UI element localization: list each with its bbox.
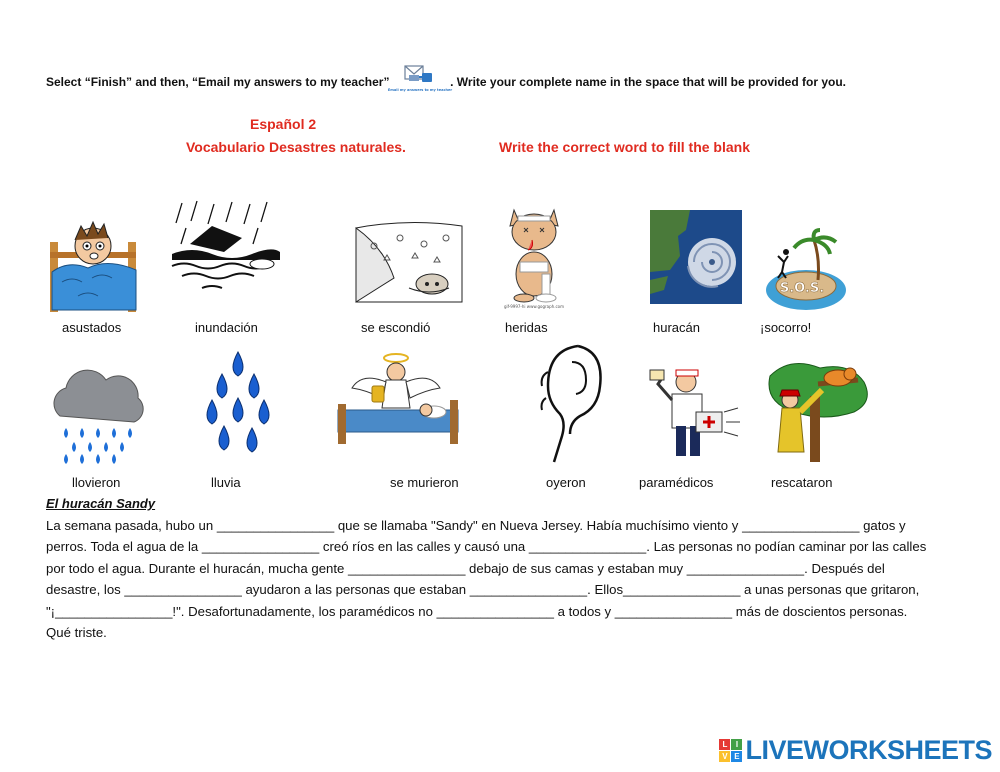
- course-title: Español 2: [250, 116, 317, 132]
- died-angel-image: [334, 350, 464, 454]
- story-line: perros. Toda el agua de la ________________ creó ríos en las calles y causó una ________________. Las personas no podían caminar por las calles: [46, 539, 927, 555]
- vocab-inundacion: inundación: [195, 320, 258, 335]
- sos-island-image: [760, 230, 846, 312]
- vocab-huracan: huracán: [653, 320, 700, 335]
- story-line: La semana pasada, hubo un ________________ que se llamaba "Sandy" en Nueva Jersey. Había muchísimo viento y ________________ gatos y: [46, 518, 906, 533]
- flood-image: [172, 198, 280, 296]
- live-letter: E: [731, 751, 742, 762]
- vocab-llovieron: llovieron: [72, 475, 121, 490]
- story-line: "¡________________!". Desafortunadamente, los paramédicos no ________________ a todos y ________________ más de doscientos personas.: [46, 603, 908, 619]
- vocab-rescataron: rescataron: [771, 475, 833, 490]
- vocab-paramedicos: paramédicos: [639, 475, 714, 490]
- email-answers-icon[interactable]: [387, 64, 452, 94]
- raindrops-image: [204, 350, 274, 462]
- image-credit-text: gif-9997-hi www.gograph.com: [503, 304, 565, 309]
- injured-cat-image: [490, 200, 578, 310]
- live-letter: L: [719, 739, 730, 750]
- rain-cloud-image: [46, 366, 146, 466]
- vocab-socorro: ¡socorro!: [760, 320, 812, 335]
- topic-title: Vocabulario Desastres naturales.: [186, 139, 406, 155]
- story-title: El huracán Sandy: [46, 496, 156, 511]
- vocab-se-escondio: se escondió: [361, 320, 431, 335]
- story-line: desastre, los ________________ ayudaron a las personas que estaban ________________. Ellos________________ a unas personas que gritaron,: [46, 582, 920, 598]
- email-icon-caption: Email my answers to my teacher: [387, 88, 452, 92]
- task-instruction: Write the correct word to fill the blank: [499, 139, 750, 155]
- live-letter: V: [719, 751, 730, 762]
- instructions: [46, 68, 846, 98]
- vocab-oyeron: oyeron: [546, 475, 586, 490]
- story-line: Qué triste.: [46, 624, 107, 640]
- live-letter: I: [731, 739, 742, 750]
- brand-name: LIVEWORKSHEETS: [745, 735, 992, 765]
- hiding-under-bed-image: [354, 218, 464, 304]
- instructions-text-after: . Write your complete name in the space that will be provided for you.: [450, 75, 846, 90]
- hurricane-satellite-image: [650, 210, 742, 304]
- scared-boy-image: [48, 212, 140, 312]
- vocab-asustados: asustados: [62, 320, 122, 335]
- story-paragraph: [46, 515, 956, 643]
- vocab-heridas: heridas: [505, 320, 548, 335]
- vocab-se-murieron: se murieron: [390, 475, 459, 490]
- instructions-text-before: Select “Finish” and then, “Email my answers to my teacher”: [46, 75, 390, 90]
- vocab-lluvia: lluvia: [211, 475, 241, 490]
- liveworksheets-logo[interactable]: [719, 735, 992, 766]
- paramedic-image: [636, 366, 744, 466]
- story-line: por todo el agua. Durante el huracán, mucha gente ________________ debajo de sus camas y estaban muy ________________. Después del: [46, 560, 885, 576]
- rescue-cat-tree-image: [760, 356, 872, 466]
- ear-image: [538, 342, 608, 466]
- live-badge: [719, 739, 742, 762]
- sos-text: S.O.S.: [779, 281, 825, 296]
